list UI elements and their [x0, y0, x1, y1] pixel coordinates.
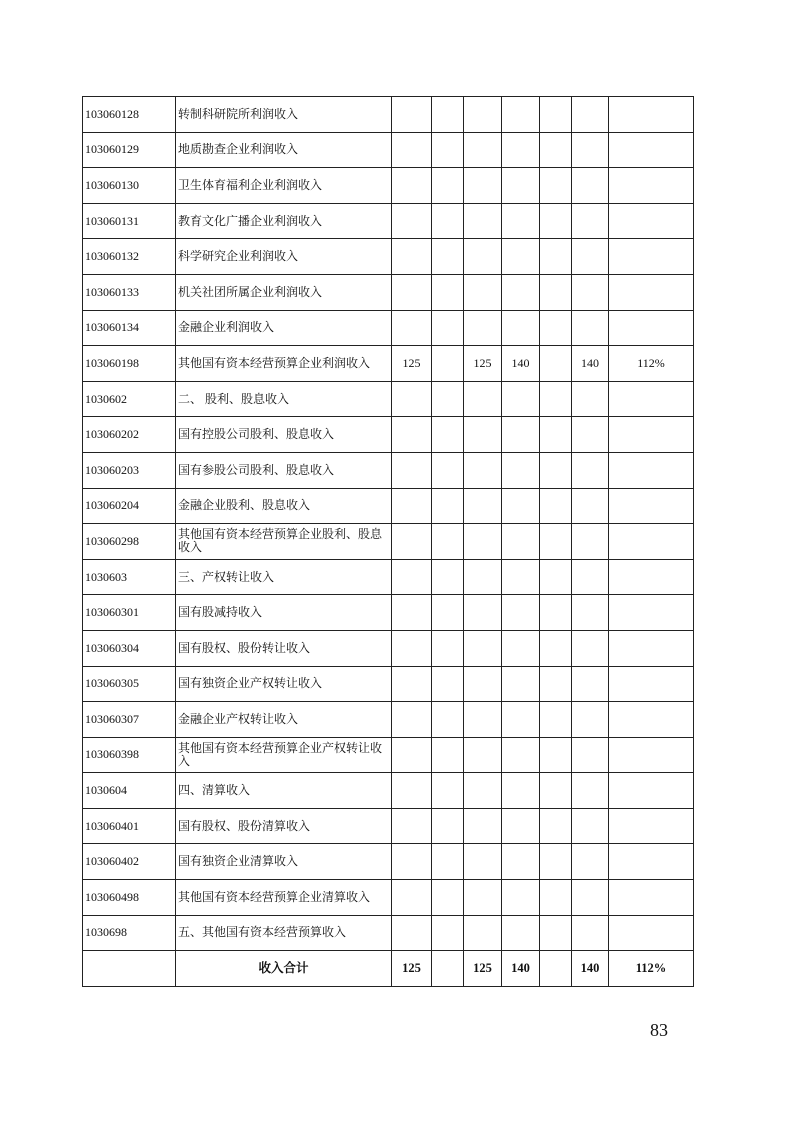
value-cell: [609, 452, 694, 488]
table-row: [83, 844, 694, 880]
value-cell: [502, 97, 540, 133]
account-name: 三、产权转让收入: [176, 559, 392, 595]
account-name: 五、其他国有资本经营预算收入: [176, 915, 392, 951]
value-cell: [464, 274, 502, 310]
value-cell: [392, 417, 432, 453]
value-cell: [609, 168, 694, 204]
account-name: 收入合计: [176, 951, 392, 987]
table-row: [83, 274, 694, 310]
value-cell: [572, 844, 609, 880]
value-cell: [609, 915, 694, 951]
value-cell: 140: [502, 951, 540, 987]
value-cell: [392, 915, 432, 951]
account-code: 103060401: [83, 808, 176, 844]
account-code: 103060304: [83, 630, 176, 666]
value-cell: 125: [464, 346, 502, 382]
value-cell: [464, 666, 502, 702]
table-row: [83, 452, 694, 488]
table-row: [83, 417, 694, 453]
value-cell: 140: [572, 346, 609, 382]
value-cell: [572, 417, 609, 453]
value-cell: [432, 844, 464, 880]
value-cell: [572, 239, 609, 275]
value-cell: [392, 97, 432, 133]
value-cell: 125: [392, 346, 432, 382]
value-cell: [540, 559, 572, 595]
value-cell: [572, 595, 609, 631]
value-cell: [540, 666, 572, 702]
value-cell: [432, 702, 464, 738]
value-cell: [572, 666, 609, 702]
table-row: [83, 595, 694, 631]
value-cell: [464, 915, 502, 951]
value-cell: [392, 274, 432, 310]
value-cell: [502, 702, 540, 738]
value-cell: [502, 844, 540, 880]
value-cell: [572, 915, 609, 951]
value-cell: [464, 737, 502, 773]
value-cell: 125: [392, 951, 432, 987]
account-name: 二、 股利、股息收入: [176, 381, 392, 417]
value-cell: [572, 381, 609, 417]
value-cell: 112%: [609, 346, 694, 382]
account-code: 103060203: [83, 452, 176, 488]
value-cell: [464, 310, 502, 346]
account-code: 103060398: [83, 737, 176, 773]
account-name: 地质勘查企业利润收入: [176, 132, 392, 168]
value-cell: [464, 239, 502, 275]
value-cell: [392, 559, 432, 595]
value-cell: [502, 417, 540, 453]
value-cell: [502, 595, 540, 631]
value-cell: [392, 880, 432, 916]
value-cell: [502, 310, 540, 346]
value-cell: [392, 630, 432, 666]
value-cell: [392, 773, 432, 809]
value-cell: [609, 880, 694, 916]
value-cell: [392, 844, 432, 880]
value-cell: [502, 203, 540, 239]
value-cell: [502, 737, 540, 773]
value-cell: [392, 203, 432, 239]
value-cell: [609, 274, 694, 310]
value-cell: [540, 951, 572, 987]
value-cell: [540, 595, 572, 631]
value-cell: [609, 417, 694, 453]
value-cell: [502, 488, 540, 524]
account-name: 教育文化广播企业利润收入: [176, 203, 392, 239]
value-cell: [432, 630, 464, 666]
value-cell: [464, 844, 502, 880]
value-cell: [392, 132, 432, 168]
budget-income-table: [82, 96, 694, 987]
table-row: [83, 168, 694, 204]
account-name: 科学研究企业利润收入: [176, 239, 392, 275]
value-cell: [540, 168, 572, 204]
value-cell: [464, 97, 502, 133]
table-row: [83, 808, 694, 844]
table-row: [83, 737, 694, 773]
value-cell: [609, 239, 694, 275]
value-cell: [432, 951, 464, 987]
value-cell: [540, 203, 572, 239]
value-cell: [540, 773, 572, 809]
account-name: 国有股权、股份清算收入: [176, 808, 392, 844]
value-cell: [609, 666, 694, 702]
value-cell: [502, 524, 540, 560]
value-cell: [540, 310, 572, 346]
account-name: 卫生体育福利企业利润收入: [176, 168, 392, 204]
account-name: 金融企业股利、股息收入: [176, 488, 392, 524]
account-name: 其他国有资本经营预算企业股利、股息收入: [176, 524, 392, 560]
account-code: 103060133: [83, 274, 176, 310]
value-cell: [464, 880, 502, 916]
value-cell: [432, 524, 464, 560]
value-cell: [502, 773, 540, 809]
account-name: 金融企业产权转让收入: [176, 702, 392, 738]
account-code: 1030604: [83, 773, 176, 809]
table-row: [83, 381, 694, 417]
value-cell: [502, 452, 540, 488]
account-name: 金融企业利润收入: [176, 310, 392, 346]
value-cell: [464, 132, 502, 168]
value-cell: [502, 880, 540, 916]
value-cell: [464, 168, 502, 204]
value-cell: [572, 702, 609, 738]
table-row: [83, 203, 694, 239]
value-cell: [609, 97, 694, 133]
table-row: [83, 666, 694, 702]
value-cell: [464, 630, 502, 666]
value-cell: [464, 559, 502, 595]
value-cell: [572, 452, 609, 488]
value-cell: [432, 239, 464, 275]
account-code: 103060131: [83, 203, 176, 239]
value-cell: [609, 381, 694, 417]
account-code: 103060129: [83, 132, 176, 168]
value-cell: [540, 97, 572, 133]
value-cell: [464, 524, 502, 560]
value-cell: [502, 381, 540, 417]
value-cell: [432, 559, 464, 595]
account-code: 103060134: [83, 310, 176, 346]
value-cell: [609, 630, 694, 666]
table-row: [83, 488, 694, 524]
table-row: [83, 773, 694, 809]
value-cell: [432, 737, 464, 773]
value-cell: [464, 773, 502, 809]
value-cell: [572, 630, 609, 666]
value-cell: [432, 132, 464, 168]
value-cell: [609, 595, 694, 631]
value-cell: [540, 239, 572, 275]
value-cell: [432, 97, 464, 133]
value-cell: [432, 808, 464, 844]
value-cell: [540, 915, 572, 951]
account-code: 103060132: [83, 239, 176, 275]
value-cell: [392, 239, 432, 275]
account-name: 其他国有资本经营预算企业清算收入: [176, 880, 392, 916]
value-cell: [540, 630, 572, 666]
value-cell: [540, 346, 572, 382]
account-name: 国有独资企业产权转让收入: [176, 666, 392, 702]
value-cell: [392, 452, 432, 488]
total-row: [83, 951, 694, 987]
value-cell: [540, 417, 572, 453]
account-name: 四、清算收入: [176, 773, 392, 809]
value-cell: [540, 808, 572, 844]
value-cell: [572, 203, 609, 239]
value-cell: [609, 310, 694, 346]
table-row: [83, 559, 694, 595]
value-cell: [572, 168, 609, 204]
table-row: [83, 310, 694, 346]
value-cell: [432, 773, 464, 809]
value-cell: [502, 808, 540, 844]
value-cell: [502, 274, 540, 310]
table-row: [83, 346, 694, 382]
value-cell: [502, 559, 540, 595]
value-cell: [609, 559, 694, 595]
account-name: 机关社团所属企业利润收入: [176, 274, 392, 310]
account-code: 103060307: [83, 702, 176, 738]
value-cell: [464, 488, 502, 524]
account-code: [83, 951, 176, 987]
account-code: 103060402: [83, 844, 176, 880]
value-cell: [540, 737, 572, 773]
value-cell: [432, 666, 464, 702]
table-row: [83, 97, 694, 133]
account-code: 1030603: [83, 559, 176, 595]
value-cell: [392, 666, 432, 702]
value-cell: [572, 310, 609, 346]
value-cell: [432, 880, 464, 916]
value-cell: [392, 488, 432, 524]
value-cell: [432, 203, 464, 239]
value-cell: [609, 132, 694, 168]
value-cell: [609, 737, 694, 773]
value-cell: [540, 274, 572, 310]
value-cell: [609, 702, 694, 738]
page-number: 83: [650, 1020, 668, 1040]
value-cell: [432, 381, 464, 417]
value-cell: [572, 488, 609, 524]
account-name: 国有控股公司股利、股息收入: [176, 417, 392, 453]
value-cell: [392, 168, 432, 204]
value-cell: [609, 488, 694, 524]
value-cell: [572, 132, 609, 168]
account-name: 其他国有资本经营预算企业利润收入: [176, 346, 392, 382]
value-cell: [464, 381, 502, 417]
account-code: 103060301: [83, 595, 176, 631]
value-cell: [609, 808, 694, 844]
value-cell: 112%: [609, 951, 694, 987]
account-code: 1030698: [83, 915, 176, 951]
value-cell: [432, 346, 464, 382]
account-name: 国有独资企业清算收入: [176, 844, 392, 880]
account-code: 103060305: [83, 666, 176, 702]
value-cell: 140: [572, 951, 609, 987]
value-cell: [392, 737, 432, 773]
value-cell: [392, 381, 432, 417]
account-code: 103060198: [83, 346, 176, 382]
value-cell: [572, 737, 609, 773]
value-cell: [502, 915, 540, 951]
value-cell: [502, 666, 540, 702]
value-cell: [464, 203, 502, 239]
account-code: 103060128: [83, 97, 176, 133]
value-cell: [432, 595, 464, 631]
value-cell: [609, 844, 694, 880]
value-cell: [540, 524, 572, 560]
value-cell: [502, 168, 540, 204]
account-code: 103060202: [83, 417, 176, 453]
value-cell: [572, 274, 609, 310]
value-cell: 125: [464, 951, 502, 987]
value-cell: [540, 452, 572, 488]
account-name: 国有参股公司股利、股息收入: [176, 452, 392, 488]
table-row: [83, 880, 694, 916]
value-cell: [572, 524, 609, 560]
value-cell: [432, 417, 464, 453]
table-row: [83, 239, 694, 275]
value-cell: [572, 880, 609, 916]
value-cell: [540, 381, 572, 417]
value-cell: [540, 844, 572, 880]
value-cell: [540, 880, 572, 916]
value-cell: 140: [502, 346, 540, 382]
value-cell: [540, 132, 572, 168]
value-cell: [432, 915, 464, 951]
value-cell: [609, 773, 694, 809]
table-row: [83, 132, 694, 168]
value-cell: [392, 524, 432, 560]
value-cell: [432, 452, 464, 488]
value-cell: [464, 417, 502, 453]
value-cell: [572, 97, 609, 133]
account-name: 转制科研院所利润收入: [176, 97, 392, 133]
value-cell: [464, 595, 502, 631]
account-name: 其他国有资本经营预算企业产权转让收入: [176, 737, 392, 773]
table-row: [83, 702, 694, 738]
value-cell: [572, 808, 609, 844]
value-cell: [392, 702, 432, 738]
value-cell: [502, 239, 540, 275]
value-cell: [432, 488, 464, 524]
value-cell: [572, 559, 609, 595]
value-cell: [432, 274, 464, 310]
account-code: 103060298: [83, 524, 176, 560]
account-code: 1030602: [83, 381, 176, 417]
account-name: 国有股减持收入: [176, 595, 392, 631]
value-cell: [609, 203, 694, 239]
value-cell: [464, 452, 502, 488]
value-cell: [392, 595, 432, 631]
value-cell: [432, 310, 464, 346]
value-cell: [502, 132, 540, 168]
value-cell: [432, 168, 464, 204]
account-code: 103060204: [83, 488, 176, 524]
value-cell: [572, 773, 609, 809]
value-cell: [464, 702, 502, 738]
value-cell: [540, 702, 572, 738]
value-cell: [540, 488, 572, 524]
table-row: [83, 524, 694, 560]
value-cell: [609, 524, 694, 560]
table-row: [83, 915, 694, 951]
table-row: [83, 630, 694, 666]
value-cell: [392, 310, 432, 346]
value-cell: [464, 808, 502, 844]
account-code: 103060498: [83, 880, 176, 916]
account-code: 103060130: [83, 168, 176, 204]
value-cell: [392, 808, 432, 844]
value-cell: [502, 630, 540, 666]
account-name: 国有股权、股份转让收入: [176, 630, 392, 666]
